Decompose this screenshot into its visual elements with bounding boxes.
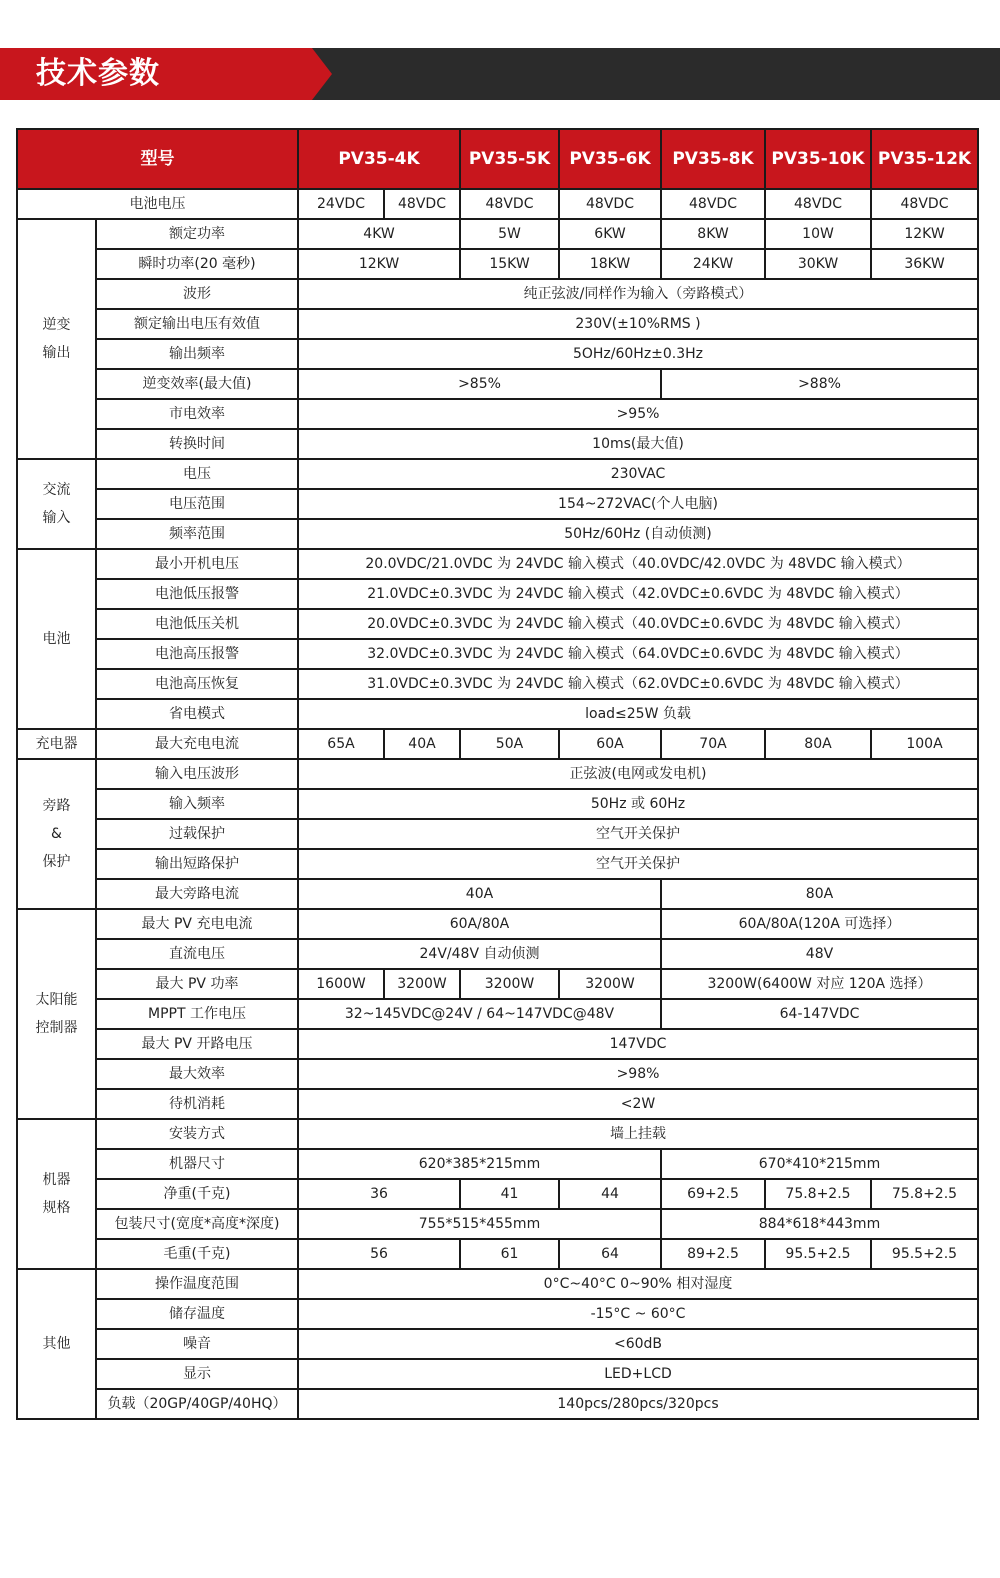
- category-ac-input: [17, 459, 96, 549]
- row-label: 逆变效率(最大值): [96, 369, 298, 399]
- table-row: [17, 849, 978, 879]
- table-cell: 60A/80A: [298, 909, 661, 939]
- table-cell: 80A: [765, 729, 871, 759]
- table-row: [17, 429, 978, 459]
- table-cell: 8KW: [661, 219, 765, 249]
- model-pv35-12k: PV35-12K: [871, 129, 978, 189]
- table-row: [17, 1029, 978, 1059]
- table-cell: 6KW: [559, 219, 661, 249]
- table-cell: 32~145VDC@24V / 64~147VDC@48V: [298, 999, 661, 1029]
- row-label: 机器尺寸: [96, 1149, 298, 1179]
- row-label: 输入电压波形: [96, 759, 298, 789]
- table-cell: 670*410*215mm: [661, 1149, 978, 1179]
- table-cell: 40A: [384, 729, 460, 759]
- table-cell: 3200W(6400W 对应 120A 选择）: [661, 969, 978, 999]
- table-row: [17, 1359, 978, 1389]
- row-label: 电池高压恢复: [96, 669, 298, 699]
- table-row: [17, 1269, 978, 1299]
- row-label: 输入频率: [96, 789, 298, 819]
- table-row: [17, 249, 978, 279]
- category-line: 机器: [42, 1172, 71, 1188]
- table-cell: >88%: [661, 369, 978, 399]
- category-line: 逆变: [42, 317, 71, 333]
- table-cell: 24VDC: [298, 189, 384, 219]
- table-cell: 44: [559, 1179, 661, 1209]
- category-solar-controller: [17, 909, 96, 1119]
- table-cell: 3200W: [559, 969, 661, 999]
- table-cell: 65A: [298, 729, 384, 759]
- table-cell: 56: [298, 1239, 460, 1269]
- table-cell: <60dB: [298, 1329, 978, 1359]
- table-cell: 48VDC: [384, 189, 460, 219]
- table-row: [17, 1209, 978, 1239]
- table-cell: 48VDC: [765, 189, 871, 219]
- row-label: MPPT 工作电压: [96, 999, 298, 1029]
- table-cell: 61: [460, 1239, 559, 1269]
- table-cell: 41: [460, 1179, 559, 1209]
- table-cell: 空气开关保护: [298, 849, 978, 879]
- category-line: 输出: [42, 345, 71, 361]
- table-cell: -15°C ~ 60°C: [298, 1299, 978, 1329]
- category-line: 电池: [42, 631, 71, 647]
- model-pv35-10k: PV35-10K: [765, 129, 871, 189]
- row-label: 最大旁路电流: [96, 879, 298, 909]
- row-label: 过载保护: [96, 819, 298, 849]
- table-cell: 75.8+2.5: [765, 1179, 871, 1209]
- table-row: [17, 1239, 978, 1269]
- model-pv35-6k: PV35-6K: [559, 129, 661, 189]
- table-cell: 230V(±10%RMS ): [298, 309, 978, 339]
- category-charger: 充电器: [17, 729, 96, 759]
- table-cell: 64: [559, 1239, 661, 1269]
- table-cell: 纯正弦波/同样作为输入（旁路模式）: [298, 279, 978, 309]
- table-cell: 12KW: [298, 249, 460, 279]
- table-row: [17, 819, 978, 849]
- table-row: [17, 369, 978, 399]
- table-cell: 3200W: [384, 969, 460, 999]
- table-cell: 69+2.5: [661, 1179, 765, 1209]
- row-label: 市电效率: [96, 399, 298, 429]
- table-row: [17, 579, 978, 609]
- row-label: 最大充电电流: [96, 729, 298, 759]
- row-label: 频率范围: [96, 519, 298, 549]
- row-label: 电压范围: [96, 489, 298, 519]
- row-label: 毛重(千克): [96, 1239, 298, 1269]
- table-cell: 147VDC: [298, 1029, 978, 1059]
- table-cell: 20.0VDC/21.0VDC 为 24VDC 输入模式（40.0VDC/42.0VDC 为 48VDC 输入模式）: [298, 549, 978, 579]
- row-label: 波形: [96, 279, 298, 309]
- row-label: 电池高压报警: [96, 639, 298, 669]
- table-row: [17, 279, 978, 309]
- row-label: 直流电压: [96, 939, 298, 969]
- table-row: [17, 729, 978, 759]
- table-cell: >95%: [298, 399, 978, 429]
- table-cell: 100A: [871, 729, 978, 759]
- category-line: 规格: [42, 1200, 71, 1216]
- table-row: [17, 1329, 978, 1359]
- row-label: 净重(千克): [96, 1179, 298, 1209]
- table-cell: 0°C~40°C 0~90% 相对湿度: [298, 1269, 978, 1299]
- table-cell: 空气开关保护: [298, 819, 978, 849]
- table-cell: 32.0VDC±0.3VDC 为 24VDC 输入模式（64.0VDC±0.6VDC 为 48VDC 输入模式）: [298, 639, 978, 669]
- table-cell: 48V: [661, 939, 978, 969]
- row-label: 电池低压报警: [96, 579, 298, 609]
- table-cell: 31.0VDC±0.3VDC 为 24VDC 输入模式（62.0VDC±0.6VDC 为 48VDC 输入模式）: [298, 669, 978, 699]
- table-row: [17, 189, 978, 219]
- table-row: [17, 789, 978, 819]
- table-cell: 50Hz/60Hz (自动侦测): [298, 519, 978, 549]
- table-row: [17, 699, 978, 729]
- row-label: 待机消耗: [96, 1089, 298, 1119]
- table-row: [17, 1149, 978, 1179]
- table-cell: 12KW: [871, 219, 978, 249]
- table-cell: 20.0VDC±0.3VDC 为 24VDC 输入模式（40.0VDC±0.6VDC 为 48VDC 输入模式）: [298, 609, 978, 639]
- table-row: [17, 339, 978, 369]
- table-cell: 15KW: [460, 249, 559, 279]
- table-cell: 墙上挂载: [298, 1119, 978, 1149]
- row-label: 转换时间: [96, 429, 298, 459]
- table-cell: 140pcs/280pcs/320pcs: [298, 1389, 978, 1419]
- table-row: [17, 399, 978, 429]
- table-cell: 80A: [661, 879, 978, 909]
- table-cell: 230VAC: [298, 459, 978, 489]
- category-line: 旁路: [42, 798, 71, 814]
- table-cell: 36: [298, 1179, 460, 1209]
- table-cell: 18KW: [559, 249, 661, 279]
- row-label: 储存温度: [96, 1299, 298, 1329]
- row-label: 最大 PV 功率: [96, 969, 298, 999]
- table-cell: 24V/48V 自动侦测: [298, 939, 661, 969]
- model-header: 型号: [17, 129, 298, 189]
- row-label: 输出频率: [96, 339, 298, 369]
- category-line: 保护: [42, 854, 71, 870]
- row-label: 输出短路保护: [96, 849, 298, 879]
- table-row: [17, 519, 978, 549]
- table-row: [17, 609, 978, 639]
- row-label: 显示: [96, 1359, 298, 1389]
- table-row: [17, 1299, 978, 1329]
- table-cell: 36KW: [871, 249, 978, 279]
- table-row: [17, 879, 978, 909]
- table-cell: 5W: [460, 219, 559, 249]
- category-inverter-output: [17, 219, 96, 459]
- table-row: [17, 489, 978, 519]
- table-cell: 48VDC: [661, 189, 765, 219]
- table-cell: 5OHz/60Hz±0.3Hz: [298, 339, 978, 369]
- header-row: [17, 129, 978, 189]
- table-cell: >98%: [298, 1059, 978, 1089]
- table-cell: load≤25W 负载: [298, 699, 978, 729]
- model-pv35-8k: PV35-8K: [661, 129, 765, 189]
- table-row: [17, 549, 978, 579]
- table-row: [17, 639, 978, 669]
- table-cell: LED+LCD: [298, 1359, 978, 1389]
- table-cell: 1600W: [298, 969, 384, 999]
- row-label: 最大效率: [96, 1059, 298, 1089]
- category-machine-spec: [17, 1119, 96, 1269]
- table-cell: <2W: [298, 1089, 978, 1119]
- row-label: 电池电压: [17, 189, 298, 219]
- table-row: [17, 219, 978, 249]
- category-line: &: [51, 826, 62, 842]
- section-title: 技术参数: [36, 56, 160, 91]
- category-other: [17, 1269, 96, 1419]
- row-label: 操作温度范围: [96, 1269, 298, 1299]
- category-bypass-protection: [17, 759, 96, 909]
- table-row: [17, 969, 978, 999]
- table-cell: 正弦波(电网或发电机): [298, 759, 978, 789]
- table-row: [17, 999, 978, 1029]
- table-row: [17, 1179, 978, 1209]
- row-label: 最小开机电压: [96, 549, 298, 579]
- table-cell: 3200W: [460, 969, 559, 999]
- table-cell: 48VDC: [871, 189, 978, 219]
- category-line: 控制器: [35, 1020, 78, 1036]
- table-cell: 48VDC: [559, 189, 661, 219]
- table-cell: 75.8+2.5: [871, 1179, 978, 1209]
- table-row: [17, 1119, 978, 1149]
- table-cell: 60A/80A(120A 可选择）: [661, 909, 978, 939]
- row-label: 负载（20GP/40GP/40HQ）: [96, 1389, 298, 1419]
- table-cell: 884*618*443mm: [661, 1209, 978, 1239]
- model-pv35-5k: PV35-5K: [460, 129, 559, 189]
- table-row: [17, 1089, 978, 1119]
- table-cell: 10ms(最大值): [298, 429, 978, 459]
- table-cell: 89+2.5: [661, 1239, 765, 1269]
- table-cell: 40A: [298, 879, 661, 909]
- table-cell: 21.0VDC±0.3VDC 为 24VDC 输入模式（42.0VDC±0.6VDC 为 48VDC 输入模式）: [298, 579, 978, 609]
- table-cell: 50Hz 或 60Hz: [298, 789, 978, 819]
- table-cell: 50A: [460, 729, 559, 759]
- table-cell: 64-147VDC: [661, 999, 978, 1029]
- table-cell: 30KW: [765, 249, 871, 279]
- row-label: 省电模式: [96, 699, 298, 729]
- row-label: 最大 PV 开路电压: [96, 1029, 298, 1059]
- table-cell: 10W: [765, 219, 871, 249]
- row-label: 额定输出电压有效值: [96, 309, 298, 339]
- table-cell: 70A: [661, 729, 765, 759]
- table-cell: 620*385*215mm: [298, 1149, 661, 1179]
- row-label: 电池低压关机: [96, 609, 298, 639]
- table-row: [17, 309, 978, 339]
- table-cell: 24KW: [661, 249, 765, 279]
- table-cell: 95.5+2.5: [871, 1239, 978, 1269]
- table-row: [17, 459, 978, 489]
- row-label: 噪音: [96, 1329, 298, 1359]
- table-cell: 95.5+2.5: [765, 1239, 871, 1269]
- row-label: 电压: [96, 459, 298, 489]
- category-line: 其他: [42, 1336, 71, 1352]
- category-battery: [17, 549, 96, 729]
- model-pv35-4k: PV35-4K: [298, 129, 460, 189]
- table-cell: >85%: [298, 369, 661, 399]
- table-cell: 60A: [559, 729, 661, 759]
- row-label: 最大 PV 充电电流: [96, 909, 298, 939]
- table-cell: 154~272VAC(个人电脑): [298, 489, 978, 519]
- table-row: [17, 939, 978, 969]
- row-label: 安装方式: [96, 1119, 298, 1149]
- table-row: [17, 1389, 978, 1419]
- spec-table: [16, 128, 979, 1420]
- table-row: [17, 669, 978, 699]
- table-cell: 4KW: [298, 219, 460, 249]
- table-row: [17, 759, 978, 789]
- category-line: 输入: [42, 510, 71, 526]
- category-line: 太阳能: [35, 992, 78, 1008]
- row-label: 包装尺寸(宽度*高度*深度): [96, 1209, 298, 1239]
- category-line: 交流: [42, 482, 71, 498]
- table-row: [17, 909, 978, 939]
- row-label: 瞬时功率(20 毫秒): [96, 249, 298, 279]
- section-banner: [0, 48, 1000, 100]
- table-row: [17, 1059, 978, 1089]
- row-label: 额定功率: [96, 219, 298, 249]
- table-cell: 48VDC: [460, 189, 559, 219]
- table-cell: 755*515*455mm: [298, 1209, 661, 1239]
